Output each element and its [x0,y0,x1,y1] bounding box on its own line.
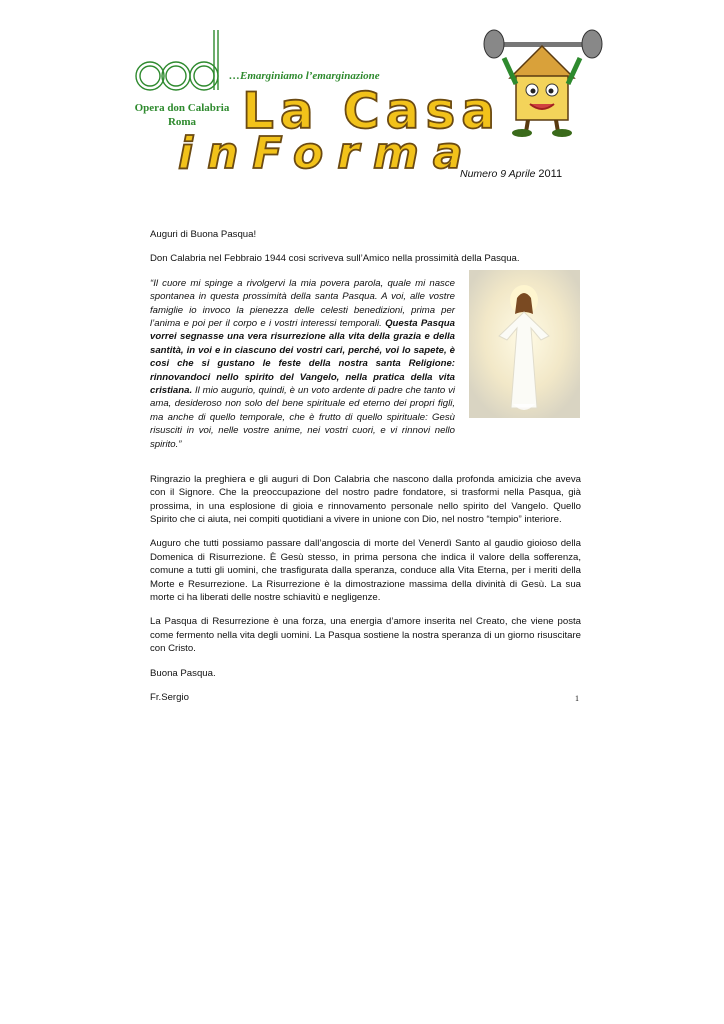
article-body [150,228,581,716]
title-line2: inForma [178,128,477,172]
calabria-quote [150,277,455,451]
quote-bold: Questa Pasqua vorrei segnasse una vera risurrezione alla vita della grazia e della santità, in voi e in ciascuno dei vostri cari, perché, voi lo sapete, è cosi che si gustano le feste della nostra santa Religione: rinnovandoci nello spirito del Vangelo, nella pratica della vita cristiana. [150,318,455,397]
paragraph-2: Auguro che tutti possiamo passare dall’angoscia di morte del Venerdì Santo al gaudio gioioso della Domenica di Risurrezione. È Gesù stesso, in prima persona che indica il valore della sofferenza, comune a tutti gli uomini, che trasfigurata dalla speranza, conduce alla Vita Eterna, per i meriti della Morte e Resurrezione. La Risurrezione è la dimostrazione massima della divinità di Gesù. La sua morte ci ha liberati delle nostre schiavitù e negligenze. [150,538,581,604]
org-name-line1: Opera don Calabria [134,102,230,114]
paragraph-3: La Pasqua di Resurrezione è una forza, una energia d’amore inserita nel Creato, che viene posta come fermento nella vita degli uomini. La Pasqua sostiene la nostra speranza di un giorno risuscitare con Cristo. [150,616,581,655]
closing: Buona Pasqua. [150,667,216,679]
risen-christ-image [469,270,580,418]
slogan: …Emarginiamo l’emarginazione [229,70,380,82]
page-number: 1 [575,694,579,703]
intro-paragraph: Don Calabria nel Febbraio 1944 cosi scriveva sull’Amico nella prossimità della Pasqua. [150,253,520,265]
house-weightlifter-mascot-icon [480,28,605,138]
org-name-line2: Roma [167,116,197,128]
quote-part2: Il mio augurio, quindi, è un voto ardente di padre che tanto vi ama, desideroso non solo del bene spirituale ed eterno dei propri figli, ma anche di quello temporale, che è frutto di quello spirituale: Gesù risusciti in voi, nelle vostre anime, nei vostri cuori, e vi rinnovi nello spirito.” [150,385,455,450]
title-line1: La Casa [242,82,501,140]
issue-info [460,168,562,180]
issue-year: 2011 [538,168,563,180]
greeting: Auguri di Buona Pasqua! [150,229,257,240]
quote-part1: “Il cuore mi spinge a rivolgervi la mia povera parola, quale mi nasce spontanea in questa prossimità della santa Pasqua. A voi, alle vostre famiglie io invoco la pienezza delle celesti benedizioni, prima per l’anima e poi per il corpo e i vostri interessi temporali. [150,277,455,330]
signature: Fr.Sergio [150,692,189,704]
quote-section [150,277,581,463]
paragraph-1: Ringrazio la preghiera e gli auguri di Don Calabria che nascono dalla profonda amicizia che aveva con il Signore. Che la preoccupazione del nostro padre fondatore, si trasformi nella Pasqua, già prossima, in una esplosione di gioia e rinnovamento personale nello spirito del Vangelo. Quello Spirito che ci aiuta, nei compiti quotidiani a vivere in unione con Dio, nel nostro “tempio” interiore. [150,473,581,526]
masthead [0,0,724,200]
issue-label: Numero 9 Aprile [460,168,536,180]
